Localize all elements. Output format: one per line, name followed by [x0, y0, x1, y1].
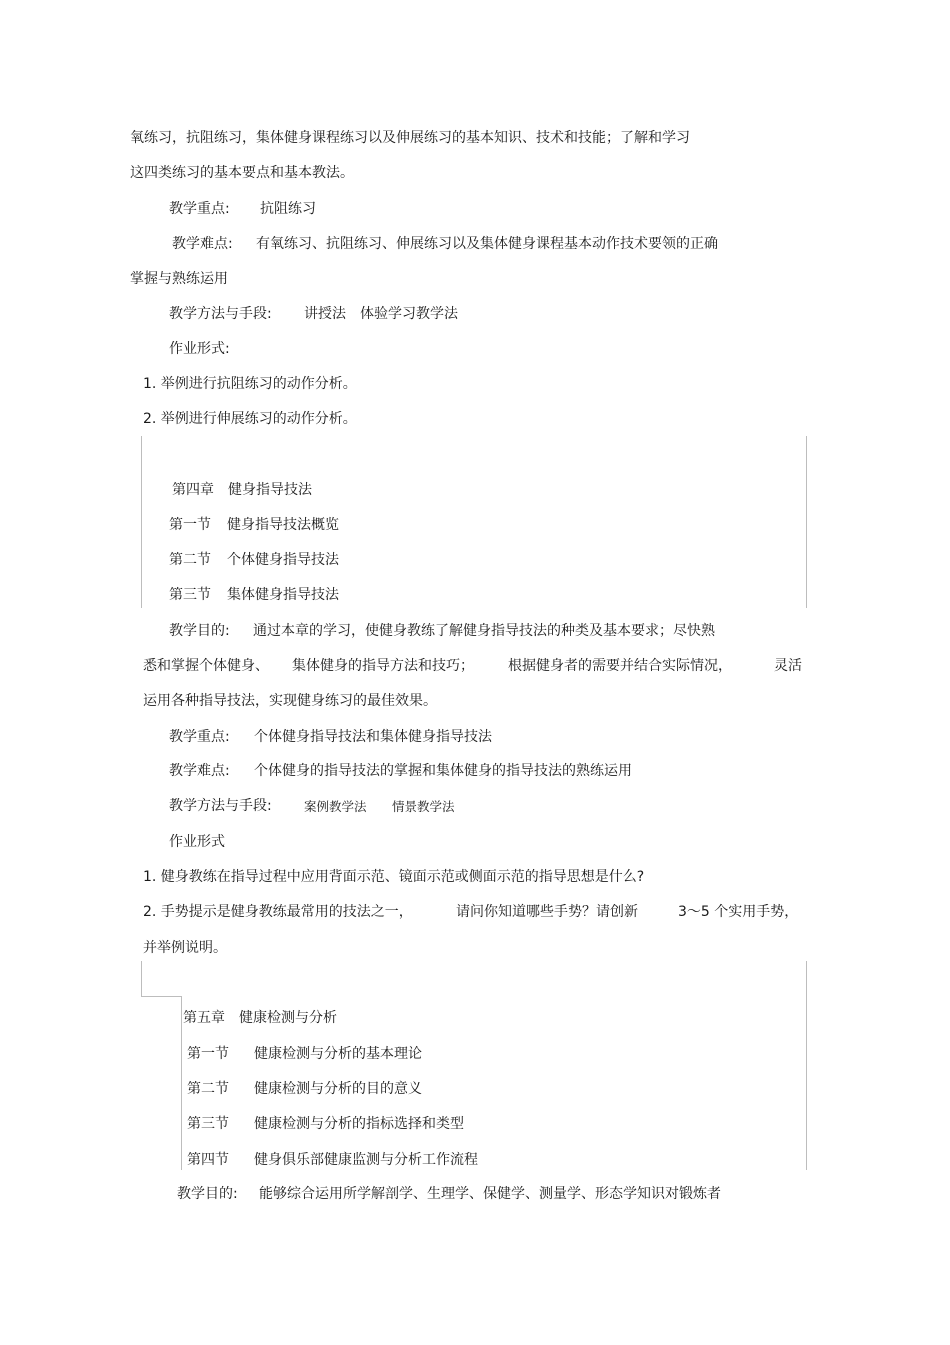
ch5-goal-line-1: 能够综合运用所学解剖学、生理学、保健学、测量学、形态学知识对锻炼者	[259, 1186, 721, 1202]
ch4-goal-line-1: 通过本章的学习，使健身教练了解健身指导技法的种类及基本要求；尽快熟	[253, 623, 715, 639]
ch4-homework-2c: 3～5 个实用手势，	[678, 904, 799, 920]
ch3-body-line-2: 这四类练习的基本要点和基本教法。	[130, 165, 354, 181]
ch5-section-1-num: 第一节	[187, 1046, 229, 1062]
ch4-box-left-border	[141, 436, 142, 608]
ch3-difficulty-cont: 掌握与熟练运用	[130, 271, 228, 287]
ch5-box-step-border	[141, 996, 181, 997]
ch3-homework-label: 作业形式:	[169, 341, 230, 357]
ch5-section-4-title: 健身俱乐部健康监测与分析工作流程	[254, 1152, 478, 1168]
ch4-homework-label: 作业形式	[169, 834, 225, 850]
ch4-goal-line-2d: 灵活	[774, 658, 802, 674]
ch5-box-right-border	[806, 961, 807, 1170]
ch4-homework-2b: 请问你知道哪些手势？请创新	[456, 904, 638, 920]
ch4-method-label: 教学方法与手段:	[169, 798, 272, 814]
ch4-goal-line-2a: 悉和掌握个体健身、	[143, 658, 269, 674]
ch5-section-2-num: 第二节	[187, 1081, 229, 1097]
ch4-method-value-1: 案例教学法	[304, 799, 367, 814]
ch4-section-3-num: 第三节	[169, 587, 211, 603]
ch4-difficulty-value: 个体健身的指导技法的掌握和集体健身的指导技法的熟练运用	[254, 763, 632, 779]
ch4-goal-label: 教学目的:	[169, 623, 230, 639]
ch4-goal-line-3: 运用各种指导技法，实现健身练习的最佳效果。	[143, 693, 437, 709]
ch3-body-line-1: 氧练习，抗阻练习，集体健身课程练习以及伸展练习的基本知识、技术和技能；了解和学习	[130, 130, 690, 146]
ch3-key-value: 抗阻练习	[260, 201, 316, 217]
ch4-difficulty-label: 教学难点:	[169, 763, 230, 779]
ch3-homework-2: 2. 举例进行伸展练习的动作分析。	[143, 411, 357, 427]
ch4-section-1-num: 第一节	[169, 517, 211, 533]
ch5-goal-label: 教学目的:	[177, 1186, 238, 1202]
ch4-section-2-num: 第二节	[169, 552, 211, 568]
ch3-key-label: 教学重点:	[169, 201, 230, 217]
ch4-section-2-title: 个体健身指导技法	[227, 552, 339, 568]
ch5-section-4-num: 第四节	[187, 1152, 229, 1168]
ch4-key-value: 个体健身指导技法和集体健身指导技法	[254, 729, 492, 745]
ch3-method-value: 讲授法 体验学习教学法	[304, 306, 458, 322]
ch3-homework-1: 1. 举例进行抗阻练习的动作分析。	[143, 376, 357, 392]
ch5-section-3-title: 健康检测与分析的指标选择和类型	[254, 1116, 464, 1132]
ch4-goal-line-2b: 集体健身的指导方法和技巧；	[292, 658, 474, 674]
ch5-section-2-title: 健康检测与分析的目的意义	[254, 1081, 422, 1097]
ch3-method-label: 教学方法与手段:	[169, 306, 272, 322]
ch5-section-1-title: 健康检测与分析的基本理论	[254, 1046, 422, 1062]
ch4-method-value-2: 情景教学法	[392, 799, 455, 814]
ch4-homework-1: 1. 健身教练在指导过程中应用背面示范、镜面示范或侧面示范的指导思想是什么?	[143, 869, 645, 885]
ch5-box-left-border	[181, 996, 182, 1170]
ch4-homework-2a: 2. 手势提示是健身教练最常用的技法之一，	[143, 904, 413, 920]
ch4-homework-2d: 并举例说明。	[143, 940, 227, 956]
ch4-chapter-title: 第四章 健身指导技法	[172, 482, 312, 498]
ch5-chapter-title: 第五章 健康检测与分析	[183, 1010, 337, 1026]
ch4-box-right-border	[806, 436, 807, 608]
ch4-goal-line-2c: 根据健身者的需要并结合实际情况，	[508, 658, 732, 674]
ch4-section-1-title: 健身指导技法概览	[227, 517, 339, 533]
ch4-key-label: 教学重点:	[169, 729, 230, 745]
ch5-section-3-num: 第三节	[187, 1116, 229, 1132]
ch3-difficulty-label: 教学难点:	[172, 236, 233, 252]
ch4-section-3-title: 集体健身指导技法	[227, 587, 339, 603]
ch5-box-left-border-top	[141, 961, 142, 996]
ch3-difficulty-value: 有氧练习、抗阻练习、伸展练习以及集体健身课程基本动作技术要领的正确	[256, 236, 718, 252]
